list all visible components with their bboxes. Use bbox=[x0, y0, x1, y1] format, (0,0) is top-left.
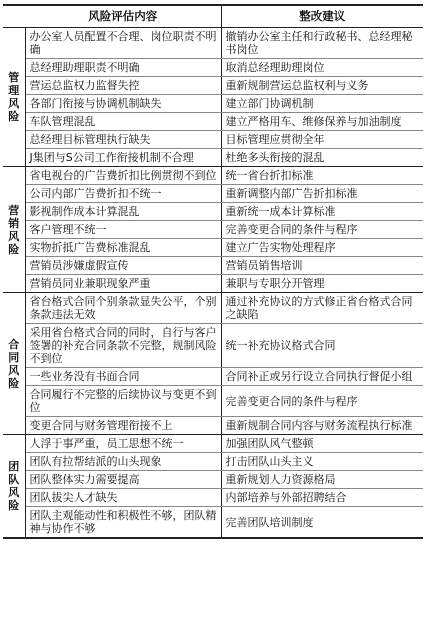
fix-cell: 完善团队培训制度 bbox=[221, 507, 423, 539]
fix-cell: 完善变更合同的条件与程序 bbox=[221, 386, 423, 417]
risk-cell: 团队主观能动性和积极性不够，团队精神与协作不够 bbox=[25, 507, 221, 539]
category-header bbox=[3, 5, 25, 28]
risk-cell: 省台格式合同个别条款显失公平，个别条款违法无效 bbox=[25, 293, 221, 324]
fix-cell: 内部培养与外部招聘结合 bbox=[221, 489, 423, 507]
fix-cell: 建立广告实物处理程序 bbox=[221, 239, 423, 257]
table-row bbox=[3, 507, 423, 539]
risk-cell: 营销员同业兼职现象严重 bbox=[25, 275, 221, 293]
table-row bbox=[3, 417, 423, 435]
table-row bbox=[3, 386, 423, 417]
category-cell bbox=[3, 28, 25, 167]
risk-cell: 团队拔尖人才缺失 bbox=[25, 489, 221, 507]
fix-cell: 取消总经理助理岗位 bbox=[221, 59, 423, 77]
risk-cell: 影视制作成本计算混乱 bbox=[25, 203, 221, 221]
risk-header: 风险评估内容 bbox=[25, 5, 221, 28]
fix-cell: 撤销办公室主任和行政秘书、总经理秘书岗位 bbox=[221, 28, 423, 59]
fix-cell: 重新调整内部广告折扣标准 bbox=[221, 185, 423, 203]
table-row bbox=[3, 28, 423, 59]
table-row bbox=[3, 471, 423, 489]
fix-cell: 统一补充协议格式合同 bbox=[221, 324, 423, 368]
table-row bbox=[3, 435, 423, 453]
fix-cell: 目标管理应贯彻全年 bbox=[221, 131, 423, 149]
risk-cell: 各部门衔接与协调机制缺失 bbox=[25, 95, 221, 113]
risk-cell: 人浮于事严重，员工思想不统一 bbox=[25, 435, 221, 453]
fix-cell: 兼职与专职分开管理 bbox=[221, 275, 423, 293]
table-row bbox=[3, 77, 423, 95]
category-cell bbox=[3, 167, 25, 293]
risk-cell: 一些业务没有书面合同 bbox=[25, 368, 221, 386]
category-cell bbox=[3, 293, 25, 435]
table-row bbox=[3, 489, 423, 507]
risk-cell: 变更合同与财务管理衔接不上 bbox=[25, 417, 221, 435]
fix-cell: 打击团队山头主义 bbox=[221, 453, 423, 471]
header-row bbox=[3, 5, 423, 28]
fix-cell: 统一省台折扣标准 bbox=[221, 167, 423, 185]
fix-cell: 建立部门协调机制 bbox=[221, 95, 423, 113]
fix-cell: 加强团队风气整顿 bbox=[221, 435, 423, 453]
risk-cell: 公司内部广告费折扣不统一 bbox=[25, 185, 221, 203]
table-row bbox=[3, 275, 423, 293]
category-label: 团队风险 bbox=[8, 460, 20, 512]
table-row bbox=[3, 167, 423, 185]
table-row bbox=[3, 453, 423, 471]
table-row bbox=[3, 324, 423, 368]
fix-cell: 建立严格用车、维修保养与加油制度 bbox=[221, 113, 423, 131]
fix-cell: 重新规制营运总监权利与义务 bbox=[221, 77, 423, 95]
risk-cell: 实物折抵广告费标准混乱 bbox=[25, 239, 221, 257]
category-cell bbox=[3, 435, 25, 539]
category-label: 管理风险 bbox=[8, 71, 20, 123]
fix-cell: 重新规划人力资源格局 bbox=[221, 471, 423, 489]
table-row bbox=[3, 113, 423, 131]
table-row bbox=[3, 149, 423, 167]
category-label: 合同风险 bbox=[8, 337, 20, 390]
table-row bbox=[3, 368, 423, 386]
fix-cell: 杜绝多头衔接的混乱 bbox=[221, 149, 423, 167]
table-row bbox=[3, 221, 423, 239]
risk-cell: 团队有拉帮结派的山头现象 bbox=[25, 453, 221, 471]
fix-header: 整改建议 bbox=[221, 5, 423, 28]
risk-cell: 营销员涉嫌虚假宣传 bbox=[25, 257, 221, 275]
table-row bbox=[3, 59, 423, 77]
fix-cell: 合同补正或另行设立合同执行督促小组 bbox=[221, 368, 423, 386]
risk-cell: 办公室人员配置不合理、岗位职责不明确 bbox=[25, 28, 221, 59]
risk-cell: J集团与S公司工作衔接机制不合理 bbox=[25, 149, 221, 167]
table-row bbox=[3, 293, 423, 324]
risk-cell: 客户管理不统一 bbox=[25, 221, 221, 239]
risk-cell: 团队整体实力需要提高 bbox=[25, 471, 221, 489]
risk-cell: 合同履行不完整的后续协议与变更不到位 bbox=[25, 386, 221, 417]
risk-cell: 营运总监权力监督失控 bbox=[25, 77, 221, 95]
table-row bbox=[3, 257, 423, 275]
table-row bbox=[3, 185, 423, 203]
table-body bbox=[3, 28, 423, 539]
fix-cell: 重新统一成本计算标准 bbox=[221, 203, 423, 221]
fix-cell: 营销员销售培训 bbox=[221, 257, 423, 275]
risk-cell: 采用省台格式合同的同时，自行与客户签署的补充合同条款不完整，规制风险不到位 bbox=[25, 324, 221, 368]
table-row bbox=[3, 95, 423, 113]
risk-assessment-table bbox=[3, 4, 423, 539]
risk-cell: 总经理助理职责不明确 bbox=[25, 59, 221, 77]
fix-cell: 完善变更合同的条件与程序 bbox=[221, 221, 423, 239]
category-label: 营销风险 bbox=[8, 203, 20, 256]
table-row bbox=[3, 203, 423, 221]
table-row bbox=[3, 131, 423, 149]
risk-cell: 省电视台的广告费折扣比例贯彻不到位 bbox=[25, 167, 221, 185]
fix-cell: 通过补充协议的方式修正省台格式合同之缺陷 bbox=[221, 293, 423, 324]
risk-cell: 车队管理混乱 bbox=[25, 113, 221, 131]
risk-cell: 总经理目标管理执行缺失 bbox=[25, 131, 221, 149]
fix-cell: 重新规制合同内容与财务流程执行标准 bbox=[221, 417, 423, 435]
table-row bbox=[3, 239, 423, 257]
